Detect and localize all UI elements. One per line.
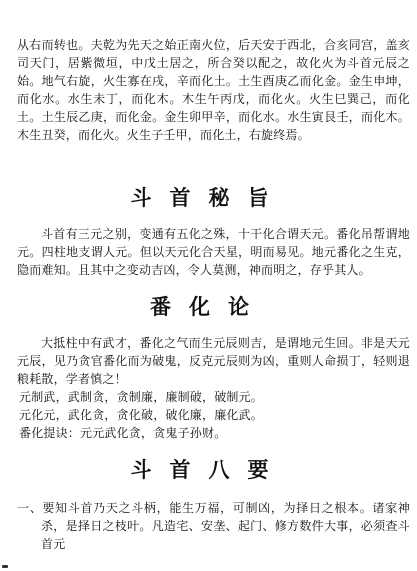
doushou-bayao-block: [17, 499, 410, 553]
formula-line: 元制武，武制贪，贪制廉，廉制破，破制元。: [19, 390, 264, 404]
section-title-fanhua-lun: 番化论: [150, 295, 267, 319]
scan-edge-mark: [2, 565, 8, 568]
fanhua-lun-paragraph: 大抵柱中有武才，番化之气而生元辰则吉，是谓地元生回。非是天元元辰，见乃贪官番化而为破鬼，反克元辰则为凶，重则人命损丁，轻则退粮耗散，学者慎之！: [17, 336, 410, 386]
fanhua-lun-block: [17, 334, 410, 442]
doushou-mizhi-block: [17, 225, 410, 279]
doushou-mizhi-paragraph: 斗首有三元之别，变通有五化之殊，十干化合谓天元。番化吊帮谓地元。四柱地支谓人元。但以天元化合天星，明而易见。地元番化之生克，隐而难知。且其中之变动吉凶，令人莫测，神而明之，存乎其人。: [17, 227, 410, 277]
list-item: 一、要知斗首乃天之斗柄，能生万福，可制凶，为择日之根本。诸家神杀，是择日之枝叶。凡造宅、安垄、起门、修方数件大事，必须查斗首元: [17, 501, 410, 551]
section-title-doushou-mizhi: 斗首秘旨: [130, 186, 287, 210]
intro-paragraph: 从右而转也。夫乾为先天之始正南火位，后天安于西北，合亥同宫，盖亥司天门，居紫微垣，中戊土居之，所合癸以配之，故化火为斗首元辰之始。地气右旋，火生寡在戌，辛而化土。土生酉庚乙而化金。金生申坤，而化水。水生未丁，而化木。木生午丙戊，而化火。火生巳巽己，而化土。土生辰乙庚，而化金。金生卯甲辛，而化水。水生寅艮壬，而化木。木生丑癸，而化火。火生子壬甲，而化土，右旋终焉。: [17, 38, 410, 142]
section-title-doushou-bayao: 斗首八要: [130, 458, 287, 482]
formula-line: 番化提诀：元元武化贪，贪鬼子孙财。: [19, 426, 227, 440]
intro-paragraph-block: [17, 36, 410, 144]
formula-line: 元化元，武化贪，贪化破，破化廉，廉化武。: [19, 408, 264, 422]
